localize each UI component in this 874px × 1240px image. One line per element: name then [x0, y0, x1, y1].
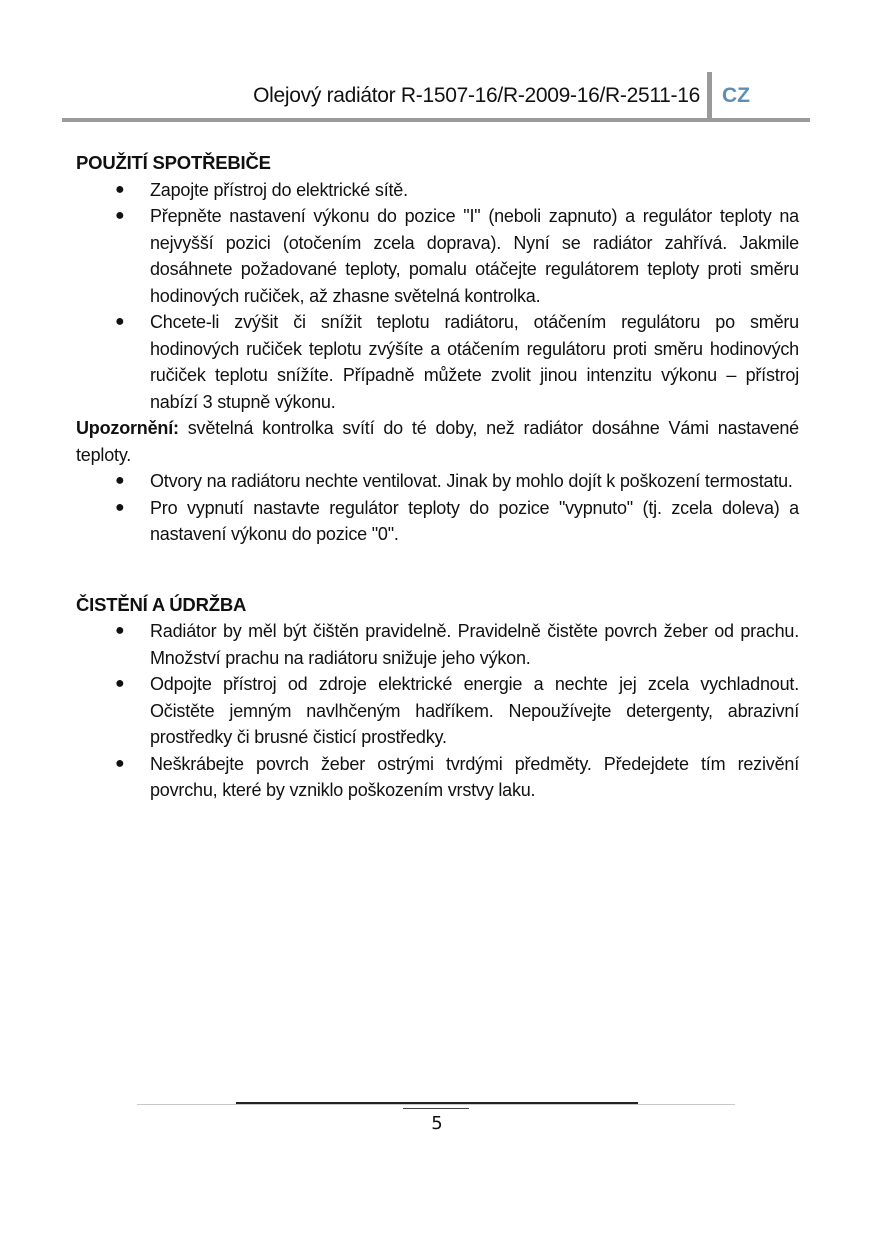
list-item: ● Chcete-li zvýšit či snížit teplotu radiátoru, otáčením regulátoru po směru hodinových ručiček teplotu zvýšíte a otáčením regulátoru proti směru hodinových ručiček teplotu snížíte. Případně můžete zvolit jinou intenzitu výkonu – přístroj nabízí 3 stupně výkonu.	[76, 309, 799, 415]
page-number: 5	[431, 1113, 443, 1134]
section-title-usage: POUŽITÍ SPOTŘEBIČE	[76, 152, 271, 173]
bullet-icon: ●	[115, 180, 125, 198]
footer-rule-dark	[236, 1102, 638, 1104]
list-item: ● Přepněte nastavení výkonu do pozice "I" (neboli zapnuto) a regulátor teploty na nejvyšší pozici (otočením zcela doprava). Nyní se radiátor zahřívá. Jakmile dosáhnete požadované teploty, pomalu otáčejte regulátorem teploty proti směru hodinových ručiček, až zhasne světelná kontrolka.	[76, 203, 799, 309]
list-item: ● Otvory na radiátoru nechte ventilovat. Jinak by mohlo dojít k poškození termostatu.	[76, 468, 799, 495]
document-title: Olejový radiátor R-1507-16/R-2009-16/R-2511-16	[253, 84, 700, 107]
header-divider	[707, 72, 712, 120]
warning-text: světelná kontrolka svítí do té doby, než radiátor dosáhne Vámi nastavené teploty.	[76, 418, 799, 465]
warning-note	[76, 415, 799, 468]
usage-list-2	[76, 468, 799, 548]
usage-list	[76, 177, 799, 416]
bullet-icon: ●	[115, 472, 125, 489]
bullet-icon: ●	[115, 207, 125, 224]
footer-rule-short	[403, 1108, 469, 1109]
bullet-icon: ●	[115, 313, 125, 330]
list-item: ● Radiátor by měl být čištěn pravidelně. Pravidelně čistěte povrch žeber od prachu. Množství prachu na radiátoru snižuje jeho výkon.	[76, 618, 799, 671]
list-item: ● Pro vypnutí nastavte regulátor teploty do pozice "vypnuto" (tj. zcela doleva) a nastavení výkonu do pozice "0".	[76, 495, 799, 548]
bullet-icon: ●	[115, 754, 125, 772]
warning-label: Upozornění:	[76, 418, 179, 438]
header-rule	[62, 118, 810, 122]
list-item: ● Neškrábejte povrch žeber ostrými tvrdými předměty. Předejdete tím rezivění povrchu, které by vzniklo poškozením vrstvy laku.	[76, 751, 799, 804]
list-item: ● Odpojte přístroj od zdroje elektrické energie a nechte jej zcela vychladnout. Očistěte jemným navlhčeným hadříkem. Nepoužívejte detergenty, abrazivní prostředky či brusné čisticí prostředky.	[76, 671, 799, 751]
section-spacer	[76, 548, 799, 592]
bullet-icon: ●	[115, 498, 125, 516]
section-title-cleaning: ČISTĚNÍ A ÚDRŽBA	[76, 593, 247, 615]
footer-rule	[137, 1104, 735, 1105]
page-content	[76, 150, 799, 804]
cleaning-list	[76, 618, 799, 804]
bullet-icon: ●	[115, 675, 125, 692]
bullet-icon: ●	[115, 622, 125, 639]
list-item: ● Zapojte přístroj do elektrické sítě.	[76, 177, 799, 204]
language-code: CZ	[722, 84, 750, 107]
